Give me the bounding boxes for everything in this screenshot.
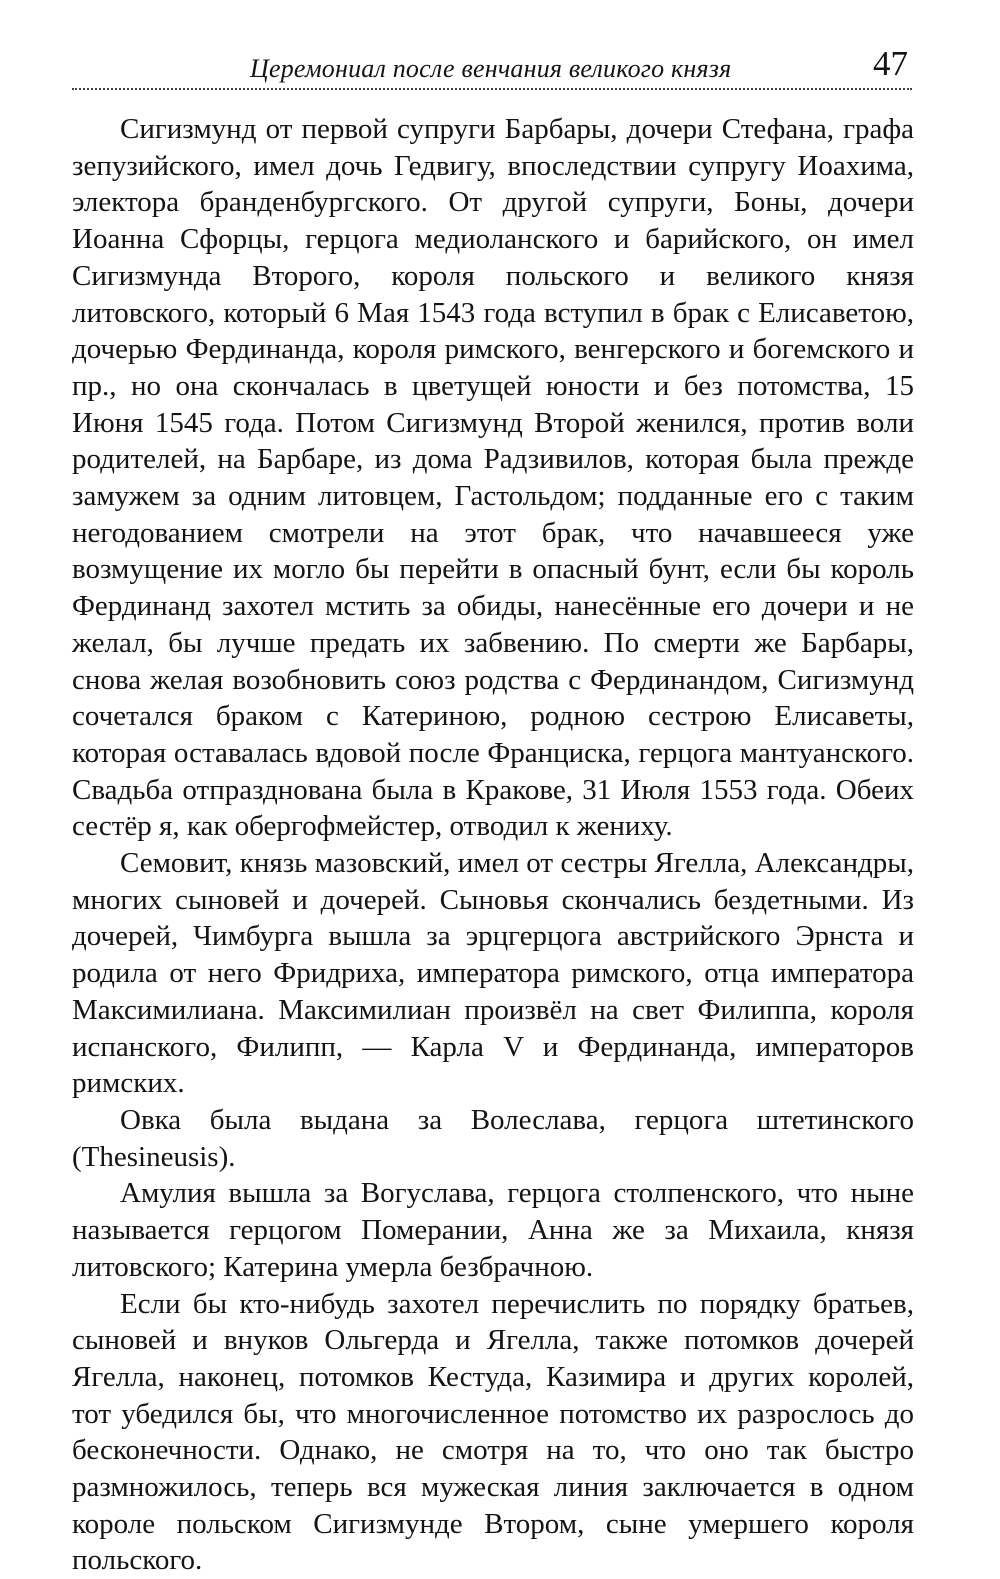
paragraph: Сигизмунд от первой супруги Барбары, дочери Стефана, графа зепузийского, имел дочь Гедвигу, впоследствии супругу Иоахима, электора бранденбургского. От другой супруги, Боны, дочери Иоанна Сфорцы, герцога медиоланского и барийского, он имел Сигизмунда Второго, короля польского и великого князя литовского, который 6 Мая 1543 года вступил в брак с Елисаветою, дочерью Фердинанда, короля римского, венгерского и богемского и пр., но она скончалась в цветущей юности и без потомства, 15 Июня 1545 года. Потом Сигизмунд Второй женился, против воли родителей, на Барбаре, из дома Радзивилов, которая была прежде замужем за одним литовцем, Гастольдом; подданные его с таким негодованием смотрели на этот брак, что начавшееся уже возмущение их могло бы перейти в опасный бунт, если бы король Фердинанд захотел мстить за обиды, нанесённые его дочери и не желал, бы лучше предать их забвению. По смерти же Барбары, снова желая возобновить союз родства с Фердинандом, Сигизмунд сочетался браком с Катериною, родною сестрою Елисаветы, которая оставалась вдовой после Франциска, герцога мантуанского. Свадьба отпразднована была в Кракове, 31 Июля 1553 года. Обеих сестёр я, как обергофмейстер, отводил к жениху.	[72, 111, 914, 845]
running-header	[72, 38, 912, 90]
chapter-title: Церемониал после венчания великого князя	[250, 54, 731, 84]
body-text	[72, 111, 914, 1579]
paragraph: Овка была выдана за Волеслава, герцога штетинского (Thesineusis).	[72, 1102, 914, 1175]
paragraph: Если бы кто-нибудь захотел перечислить по порядку братьев, сыновей и внуков Ольгерда и Ягелла, также потомков дочерей Ягелла, наконец, потомков Кестуда, Казимира и других королей, тот убедился бы, что многочисленное потомство их разрослось до бесконечности. Однако, не смотря на то, что оно так быстро размножилось, теперь вся мужеская линия заключается в одном короле польском Сигизмунде Втором, сыне умершего короля польского.	[72, 1286, 914, 1579]
paragraph: Амулия вышла за Вогуслава, герцога столпенского, что ныне называется герцогом Померании, Анна же за Михаила, князя литовского; Катерина умерла безбрачною.	[72, 1175, 914, 1285]
header-divider	[72, 88, 912, 90]
page-number: 47	[873, 44, 908, 84]
paragraph: Семовит, князь мазовский, имел от сестры Ягелла, Александры, многих сыновей и дочерей. Сыновья скончались бездетными. Из дочерей, Чимбурга вышла за эрцгерцога австрийского Эрнста и родила от него Фридриха, императора римского, отца императора Максимилиана. Максимилиан произвёл на свет Филиппа, короля испанского, Филипп, — Карла V и Фердинанда, императоров римских.	[72, 845, 914, 1102]
